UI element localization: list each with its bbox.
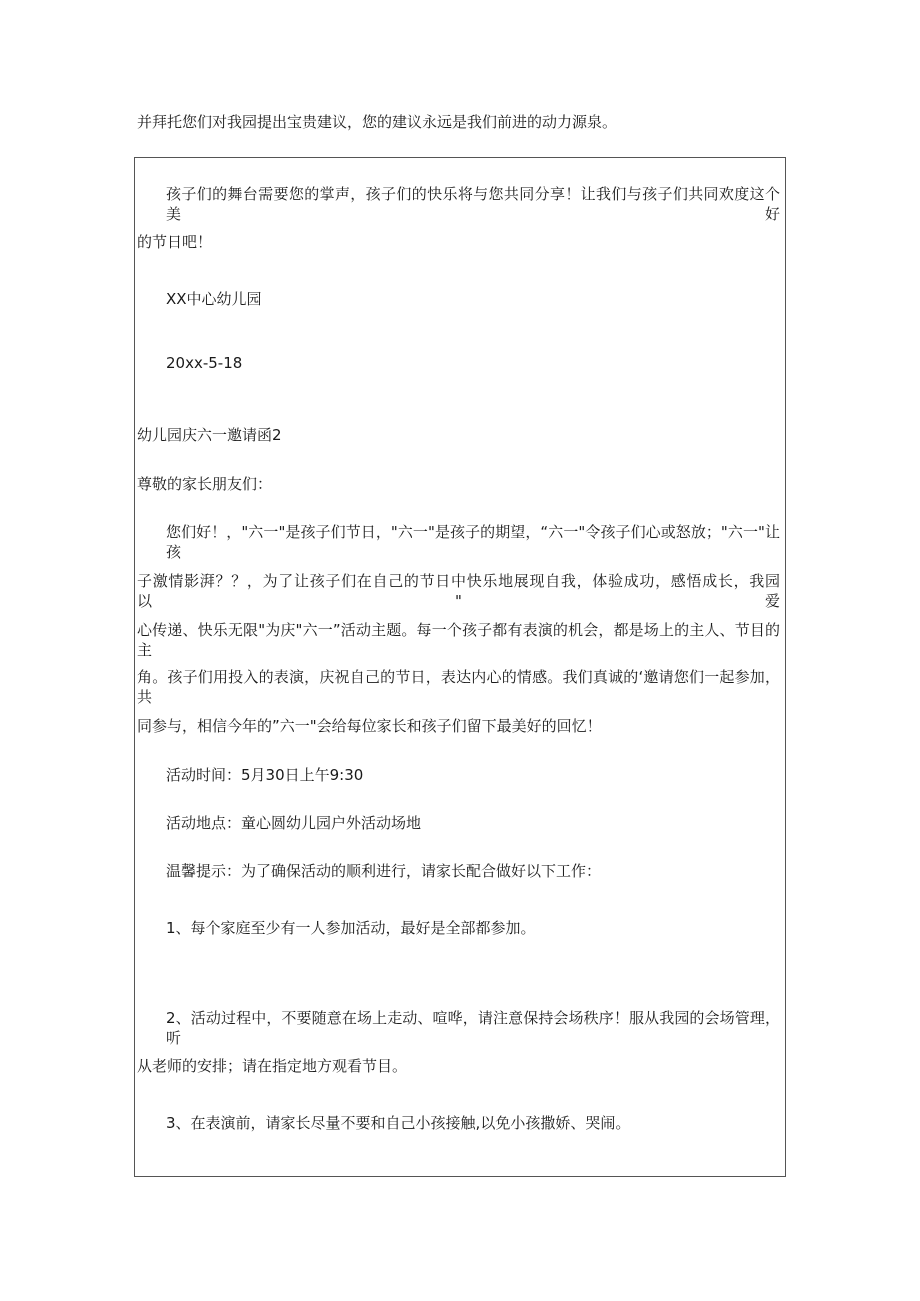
reminder-item-2-line2: 从老师的安排；请在指定地方观看节目。 <box>137 1057 408 1075</box>
letter2-body-line: 角。孩子们用投入的表演，庆祝自己的节日，表达内心的情感。我们真诚的‘邀请您们一起参加，共 <box>137 668 780 706</box>
letter1-paragraph-line2: 的节日吧！ <box>137 233 213 251</box>
letter2-body-line: 子激情影湃？？，为了让孩子们在自己的节日中快乐地展现自我，体验成功，感悟成长，我园以"爱 <box>137 572 780 610</box>
letter2-title: 幼儿园庆六一邀请函2 <box>137 426 282 444</box>
activity-time: 活动时间：5月30日上午9:30 <box>166 766 364 784</box>
letter2-salutation: 尊敬的家长朋友们： <box>137 475 273 493</box>
activity-place: 活动地点：童心圆幼儿园户外活动场地 <box>166 814 422 832</box>
letter1-date: 20xx-5-18 <box>166 354 243 372</box>
letter2-body-line: 心传递、快乐无限"为庆"六一”活动主题。每一个孩子都有表演的机会，都是场上的主人、节目的主 <box>137 621 780 659</box>
letter2-body-line: 同参与，相信今年的”六一"会给每位家长和孩子们留下最美好的回忆！ <box>137 717 602 735</box>
letter2-body-line: 您们好！，"六一"是孩子们节日，"六一"是孩子的期望，“六一"令孩子们心或怒放；"六一"让孩 <box>166 523 780 561</box>
intro-line: 并拜托您们对我园提出宝贵建议，您的建议永远是我们前进的动力源泉。 <box>137 113 618 131</box>
reminder: 温馨提示：为了确保活动的顺利进行，请家长配合做好以下工作： <box>166 862 602 880</box>
letter1-paragraph-line1: 孩子们的舞台需要您的掌声，孩子们的快乐将与您共同分享！让我们与孩子们共同欢度这个美好 <box>166 185 780 223</box>
reminder-item-2-line1: 2、活动过程中，不要随意在场上走动、喧哗，请注意保持会场秩序！服从我园的会场管理，听 <box>166 1009 780 1047</box>
reminder-item-1: 1、每个家庭至少有一人参加活动，最好是全部都参加。 <box>166 919 536 937</box>
reminder-item-3: 3、在表演前，请家长尽量不要和自己小孩接触,以免小孩撒娇、哭闹。 <box>166 1114 631 1132</box>
letter1-signature: XX中心幼儿园 <box>166 290 262 308</box>
